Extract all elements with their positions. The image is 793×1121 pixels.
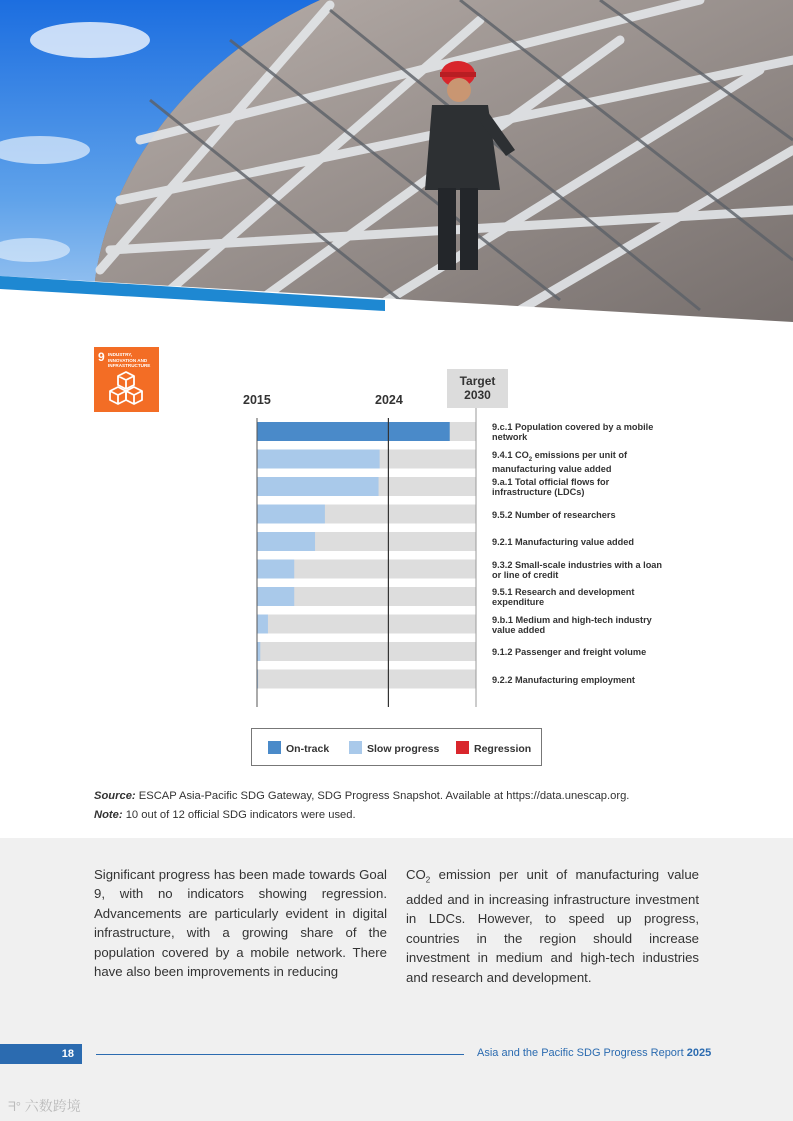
footer-report-title: [477, 1047, 711, 1059]
source-label: Source:: [94, 790, 136, 802]
legend-label-slow-progress: Slow progress: [367, 743, 440, 755]
axis-label-current-year: 2024: [375, 393, 403, 407]
body-text-left: Significant progress has been made towards Goal 9, with no indicators showing regression. Advancements are particularly evident in digital infrastructure, with a growing share of the population covered by a mobile network. There have also been improvements in reducing: [94, 867, 387, 980]
footer-year: 2025: [686, 1047, 712, 1059]
legend-swatch-regression: [456, 741, 469, 754]
indicator-label: 9.3.2 Small-scale industries with a loan or line of credit: [492, 559, 663, 580]
indicator-label: 9.b.1 Medium and high-tech industry value added: [492, 614, 652, 635]
legend-item-on-track: [268, 741, 329, 755]
indicator-label: 9.4.1 $CO_2$ emissions per unit of manufacturing value added: [492, 449, 628, 475]
sdg-goal-name: INDUSTRY, INNOVATION AND INFRASTRUCTURE: [108, 352, 151, 369]
legend-label-regression: Regression: [474, 743, 532, 755]
note-text: 10 out of 12 official SDG indicators were used.: [122, 809, 356, 821]
footer-rule: [96, 1054, 464, 1055]
body-right-rest: emission per unit of manufacturing value added and in increasing infrastructure investment in LDCs. However, to speed up progress, countries in the region should increase investment in medium and high-tech industries and research and development.: [406, 867, 699, 985]
body-text-right: [406, 865, 699, 987]
progress-bar: [257, 560, 294, 579]
axis-label-target-text: Target 2030: [459, 374, 496, 402]
indicator-label: 9.1.2 Passenger and freight volume: [492, 647, 647, 657]
source-text: ESCAP Asia-Pacific SDG Gateway, SDG Progress Snapshot. Available at https://data.unescap.org.: [135, 790, 630, 802]
body-right-subscript: 2: [425, 875, 431, 885]
note-label: Note:: [94, 809, 123, 821]
watermark: [8, 1096, 81, 1116]
footer-title-text: Asia and the Pacific SDG Progress Report: [477, 1047, 687, 1059]
source-line: [94, 787, 629, 806]
legend-swatch-on-track: [268, 741, 281, 754]
indicator-label: 9.2.2 Manufacturing employment: [492, 674, 635, 685]
legend-swatch-slow-progress: [349, 741, 362, 754]
legend-item-slow-progress: [349, 741, 439, 755]
indicator-label: 9.c.1 Population covered by a mobile network: [492, 422, 654, 442]
progress-bar: [257, 615, 268, 634]
indicator-label: 9.2.1 Manufacturing value added: [492, 537, 634, 547]
chart-legend: [251, 728, 542, 766]
progress-bar: [257, 532, 315, 551]
bar-track: [257, 670, 476, 689]
progress-bar: [257, 587, 294, 606]
body-right-co: CO: [406, 867, 426, 882]
watermark-logo-icon: ᖷ°: [8, 1099, 21, 1114]
indicator-label: 9.5.1 Research and development expenditure: [492, 587, 635, 607]
bar-track: [257, 615, 476, 634]
page-number: 18: [0, 1044, 82, 1064]
source-note: [94, 787, 629, 825]
bar-track: [257, 642, 476, 661]
indicator-label: 9.5.2 Number of researchers: [492, 509, 616, 520]
progress-bar: [257, 505, 325, 524]
progress-bar: [257, 450, 380, 469]
progress-bar: [257, 422, 450, 441]
progress-bar: [257, 477, 379, 496]
sdg-goal-number: 9: [98, 350, 105, 364]
axis-label-start-year: 2015: [243, 393, 271, 407]
legend-label-on-track: On-track: [286, 743, 330, 755]
watermark-text: 六数跨境: [24, 1098, 81, 1114]
legend-item-regression: [456, 741, 531, 755]
note-line: [94, 806, 629, 825]
indicator-label: 9.a.1 Total official flows for infrastructure (LDCs): [492, 477, 610, 497]
